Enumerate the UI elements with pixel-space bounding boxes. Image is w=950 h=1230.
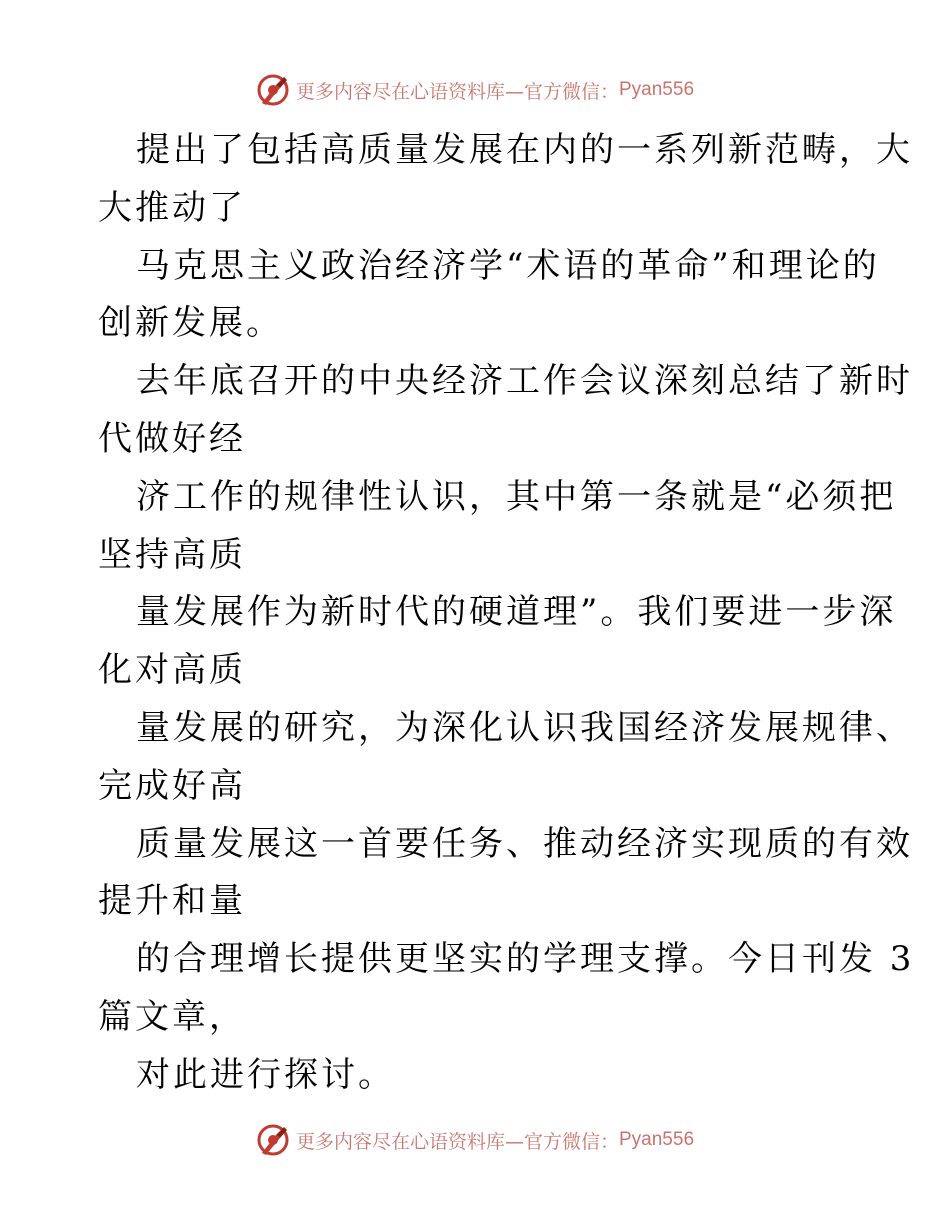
text-line: 代做好经 xyxy=(98,418,246,459)
red-pen-circle-icon xyxy=(256,73,290,107)
footer-watermark xyxy=(0,1122,950,1158)
text-line: 化对高质 xyxy=(98,650,246,691)
red-pen-circle-icon xyxy=(256,1123,290,1157)
watermark-wechat-id: Pyan556 xyxy=(619,79,695,100)
document-body xyxy=(98,122,915,1105)
text-line: 大推动了 xyxy=(98,187,246,228)
watermark-text: 更多内容尽在心语资料库—官方微信： xyxy=(295,1130,619,1153)
text-line: 济工作的规律性认识，其中第一条就是“必须把 xyxy=(136,476,897,517)
header-watermark xyxy=(0,72,950,108)
text-line: 坚持高质 xyxy=(98,534,246,575)
text-line: 量发展作为新时代的硬道理”。我们要进一步深 xyxy=(136,592,897,633)
text-line: 提出了包括高质量发展在内的一系列新范畴，大 xyxy=(136,130,913,170)
text-line: 质量发展这一首要任务、推动经济实现质的有效 xyxy=(136,823,913,864)
text-line: 提升和量 xyxy=(98,881,246,922)
text-line: 的合理增长提供更坚实的学理支撑。今日刊发 3 xyxy=(136,939,915,980)
text-line: 完成好高 xyxy=(98,765,246,806)
watermark-text: 更多内容尽在心语资料库—官方微信： xyxy=(295,80,619,103)
watermark-wechat-id: Pyan556 xyxy=(619,1129,695,1150)
text-line: 创新发展。 xyxy=(98,303,283,344)
text-line: 马克思主义政治经济学“术语的革命”和理论的 xyxy=(136,245,880,286)
text-line: 篇文章， xyxy=(98,996,246,1037)
text-line: 对此进行探讨。 xyxy=(136,1054,395,1095)
text-line: 去年底召开的中央经济工作会议深刻总结了新时 xyxy=(136,361,913,402)
text-line: 量发展的研究，为深化认识我国经济发展规律、 xyxy=(136,707,913,748)
